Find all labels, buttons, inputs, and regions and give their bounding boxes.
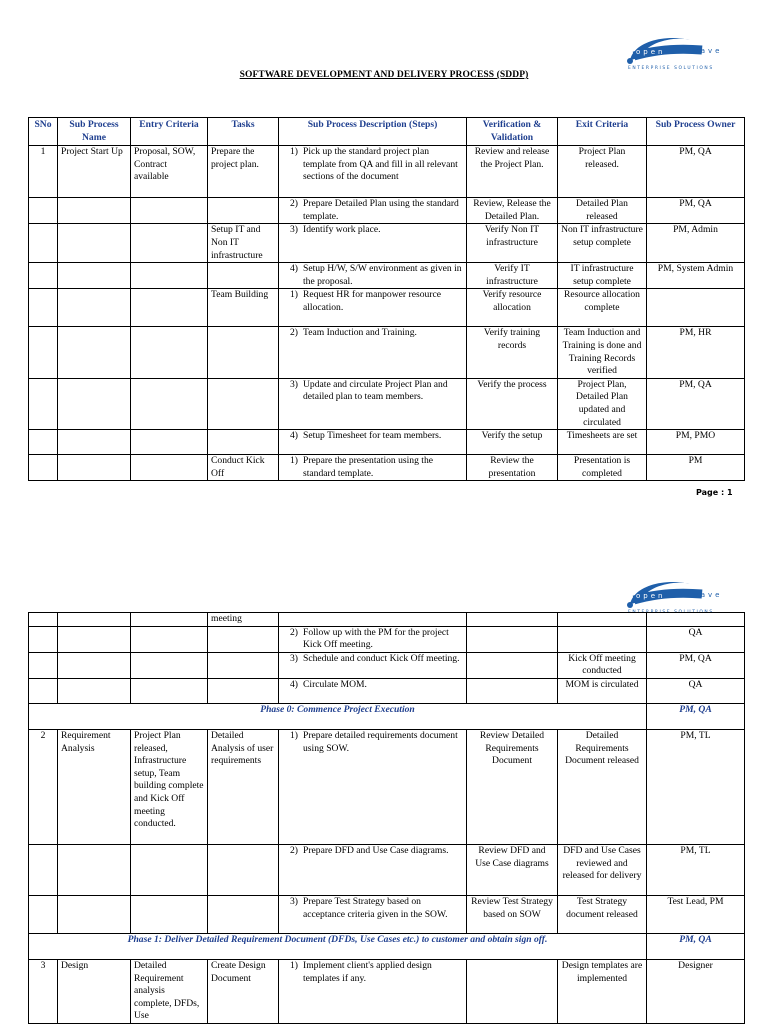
- logo-open-text: open: [636, 592, 666, 600]
- step-text: Prepare detailed requirements document using SOW.: [303, 729, 458, 754]
- cell-entry-criteria: [131, 844, 208, 895]
- cell-sub-process-name: [58, 289, 131, 327]
- step-number: 4): [290, 430, 298, 442]
- cell-sno: [29, 844, 58, 895]
- cell-sno: [29, 613, 58, 627]
- process-table-page1: [28, 117, 745, 481]
- cell-owner: Test Lead, PM: [647, 895, 745, 933]
- cell-task: [208, 263, 279, 289]
- company-logo: [624, 28, 734, 70]
- cell-exit-criteria: DFD and Use Cases reviewed and released for delivery: [558, 844, 647, 895]
- step-text: Pick up the standard project plan template from QA and fill in all relevant sections of the document: [303, 146, 458, 183]
- cell-verification: [467, 652, 558, 678]
- cell-owner: PM: [647, 455, 745, 481]
- logo-wave-text: wave: [692, 47, 723, 55]
- cell-exit-criteria: Non IT infrastructure setup complete: [558, 224, 647, 263]
- cell-sno: 1: [29, 146, 58, 198]
- step-number: 1): [290, 289, 298, 301]
- cell-step: [279, 378, 467, 429]
- step-text: Schedule and conduct Kick Off meeting.: [303, 652, 460, 664]
- cell-exit-criteria: Detailed Requirements Document released: [558, 729, 647, 844]
- cell-step: [279, 626, 467, 652]
- cell-exit-criteria: IT infrastructure setup complete: [558, 263, 647, 289]
- logo-tagline: ENTERPRISE SOLUTIONS: [628, 66, 714, 70]
- cell-owner: [647, 613, 745, 627]
- cell-exit-criteria: Project Plan, Detailed Plan updated and circulated: [558, 378, 647, 429]
- cell-entry-criteria: [131, 224, 208, 263]
- table-row: [29, 895, 745, 933]
- cell-exit-criteria: Timesheets are set: [558, 430, 647, 455]
- table-row: [29, 729, 745, 844]
- cell-entry-criteria: [131, 678, 208, 703]
- cell-entry-criteria: [131, 895, 208, 933]
- cell-step: [279, 613, 467, 627]
- step-text: Setup Timesheet for team members.: [303, 430, 442, 442]
- phase-0-owner: PM, QA: [647, 703, 745, 729]
- cell-entry-criteria: [131, 613, 208, 627]
- cell-verification: Review Detailed Requirements Document: [467, 729, 558, 844]
- cell-sub-process-name: [58, 378, 131, 429]
- cell-task: [208, 327, 279, 378]
- cell-sno: [29, 224, 58, 263]
- table-row: [29, 289, 745, 327]
- header-description: Sub Process Description (Steps): [279, 118, 467, 146]
- step-text: Prepare Test Strategy based on acceptance criteria given in the SOW.: [303, 895, 448, 920]
- cell-task: [208, 198, 279, 224]
- cell-sub-process-name: [58, 626, 131, 652]
- cell-owner: PM, HR: [647, 327, 745, 378]
- cell-verification: Review, Release the Detailed Plan.: [467, 198, 558, 224]
- cell-sno: [29, 378, 58, 429]
- cell-owner: PM, Admin: [647, 224, 745, 263]
- step-number: 3): [290, 652, 298, 664]
- cell-sub-process-name: [58, 895, 131, 933]
- cell-step: [279, 895, 467, 933]
- step-number: 3): [290, 378, 298, 390]
- cell-sub-process-name: [58, 652, 131, 678]
- cell-sub-process-name: [58, 430, 131, 455]
- header-sno: SNo: [29, 118, 58, 146]
- step-text: Prepare DFD and Use Case diagrams.: [303, 844, 449, 856]
- cell-sno: [29, 678, 58, 703]
- cell-verification: Verify the process: [467, 378, 558, 429]
- step-number: 1): [290, 455, 298, 467]
- header-tasks: Tasks: [208, 118, 279, 146]
- header-sub-process-name: Sub Process Name: [58, 118, 131, 146]
- table-row: [29, 844, 745, 895]
- cell-step: [279, 430, 467, 455]
- cell-task: [208, 652, 279, 678]
- step-text: Request HR for manpower resource allocation.: [303, 289, 441, 313]
- cell-step: [279, 146, 467, 198]
- step-number: 1): [290, 146, 298, 158]
- table-row: [29, 430, 745, 455]
- step-number: 2): [290, 198, 298, 210]
- cell-step: [279, 844, 467, 895]
- cell-verification: [467, 959, 558, 1023]
- cell-step: [279, 678, 467, 703]
- cell-owner: PM, PMO: [647, 430, 745, 455]
- cell-task: meeting: [208, 613, 279, 627]
- cell-task: Conduct Kick Off: [208, 455, 279, 481]
- cell-entry-criteria: [131, 263, 208, 289]
- phase-1-text: Phase 1: Deliver Detailed Requirement Document (DFDs, Use Cases etc.) to customer and obtain sign off.: [29, 933, 647, 959]
- cell-owner: PM, QA: [647, 378, 745, 429]
- step-text: Prepare the presentation using the standard template.: [303, 455, 434, 479]
- cell-sub-process-name: Design: [58, 959, 131, 1023]
- cell-task: [208, 678, 279, 703]
- document-title: SOFTWARE DEVELOPMENT AND DELIVERY PROCESS (SDDP): [239, 70, 529, 80]
- cell-verification: Verify training records: [467, 327, 558, 378]
- logo-wave-text: wave: [692, 591, 723, 599]
- cell-task: [208, 378, 279, 429]
- cell-step: [279, 455, 467, 481]
- step-text: Implement client's applied design templates if any.: [303, 959, 432, 984]
- table-header-row: [29, 118, 745, 146]
- cell-entry-criteria: [131, 626, 208, 652]
- step-text: Team Induction and Training.: [303, 327, 417, 339]
- cell-exit-criteria: Design templates are implemented: [558, 959, 647, 1023]
- table-row: [29, 613, 745, 627]
- cell-sub-process-name: [58, 678, 131, 703]
- step-number: 4): [290, 263, 298, 275]
- phase-1-owner: PM, QA: [647, 933, 745, 959]
- header-owner: Sub Process Owner: [647, 118, 745, 146]
- cell-task: Team Building: [208, 289, 279, 327]
- cell-entry-criteria: Detailed Requirement analysis complete, DFDs, Use: [131, 959, 208, 1023]
- cell-sub-process-name: [58, 198, 131, 224]
- table-row: [29, 959, 745, 1023]
- cell-step: [279, 263, 467, 289]
- cell-exit-criteria: MOM is circulated: [558, 678, 647, 703]
- step-text: Follow up with the PM for the project Kick Off meeting.: [303, 626, 449, 651]
- cell-owner: PM, QA: [647, 146, 745, 198]
- cell-entry-criteria: [131, 289, 208, 327]
- cell-sno: [29, 289, 58, 327]
- step-number: 1): [290, 959, 298, 971]
- table-row: [29, 455, 745, 481]
- phase-row: [29, 933, 745, 959]
- cell-exit-criteria: [558, 626, 647, 652]
- table-row: [29, 626, 745, 652]
- cell-sno: [29, 652, 58, 678]
- cell-owner: PM, TL: [647, 844, 745, 895]
- phase-row: [29, 703, 745, 729]
- cell-sub-process-name: [58, 263, 131, 289]
- cell-task: [208, 430, 279, 455]
- cell-entry-criteria: [131, 327, 208, 378]
- cell-entry-criteria: Proposal, SOW, Contract available: [131, 146, 208, 198]
- cell-exit-criteria: Team Induction and Training is done and Training Records verified: [558, 327, 647, 378]
- cell-sno: [29, 895, 58, 933]
- table-row: [29, 198, 745, 224]
- cell-sno: [29, 626, 58, 652]
- cell-verification: Verify IT infrastructure: [467, 263, 558, 289]
- table-row: [29, 652, 745, 678]
- cell-sub-process-name: [58, 327, 131, 378]
- cell-entry-criteria: Project Plan released, Infrastructure setup, Team building complete and Kick Off meeting conducted.: [131, 729, 208, 844]
- cell-verification: [467, 613, 558, 627]
- cell-sno: 2: [29, 729, 58, 844]
- cell-task: Create Design Document: [208, 959, 279, 1023]
- step-text: Circulate MOM.: [303, 678, 367, 690]
- cell-sub-process-name: [58, 455, 131, 481]
- cell-sub-process-name: [58, 613, 131, 627]
- step-number: 3): [290, 895, 298, 907]
- cell-verification: [467, 678, 558, 703]
- cell-sub-process-name: [58, 224, 131, 263]
- cell-step: [279, 959, 467, 1023]
- cell-step: [279, 327, 467, 378]
- cell-verification: Review Test Strategy based on SOW: [467, 895, 558, 933]
- cell-owner: QA: [647, 678, 745, 703]
- cell-task: Prepare the project plan.: [208, 146, 279, 198]
- cell-sno: [29, 327, 58, 378]
- cell-verification: Review the presentation: [467, 455, 558, 481]
- step-number: 1): [290, 729, 298, 741]
- cell-exit-criteria: Project Plan released.: [558, 146, 647, 198]
- cell-owner: PM, QA: [647, 198, 745, 224]
- table-row: [29, 263, 745, 289]
- company-logo-page2: [624, 572, 734, 614]
- cell-sub-process-name: Requirement Analysis: [58, 729, 131, 844]
- table-row: [29, 678, 745, 703]
- cell-owner: Designer: [647, 959, 745, 1023]
- cell-exit-criteria: Detailed Plan released: [558, 198, 647, 224]
- cell-entry-criteria: [131, 455, 208, 481]
- cell-step: [279, 198, 467, 224]
- cell-verification: Verify resource allocation: [467, 289, 558, 327]
- cell-owner: PM, QA: [647, 652, 745, 678]
- step-text: Identify work place.: [303, 224, 381, 236]
- cell-sub-process-name: [58, 844, 131, 895]
- step-number: 3): [290, 224, 298, 236]
- cell-task: Detailed Analysis of user requirements: [208, 729, 279, 844]
- logo-open-text: open: [636, 48, 666, 56]
- step-number: 2): [290, 327, 298, 339]
- step-text: Prepare Detailed Plan using the standard template.: [303, 198, 459, 222]
- cell-sno: [29, 198, 58, 224]
- cell-verification: Review and release the Project Plan.: [467, 146, 558, 198]
- cell-owner: PM, TL: [647, 729, 745, 844]
- cell-exit-criteria: [558, 613, 647, 627]
- cell-owner: QA: [647, 626, 745, 652]
- header-exit-criteria: Exit Criteria: [558, 118, 647, 146]
- cell-task: [208, 626, 279, 652]
- table-row: [29, 224, 745, 263]
- cell-step: [279, 729, 467, 844]
- cell-task: [208, 844, 279, 895]
- header-verification: Verification & Validation: [467, 118, 558, 146]
- cell-exit-criteria: Presentation is completed: [558, 455, 647, 481]
- cell-step: [279, 289, 467, 327]
- cell-exit-criteria: Kick Off meeting conducted: [558, 652, 647, 678]
- cell-step: [279, 224, 467, 263]
- cell-entry-criteria: [131, 378, 208, 429]
- cell-verification: Verify the setup: [467, 430, 558, 455]
- step-text: Setup H/W, S/W environment as given in the proposal.: [303, 263, 462, 287]
- cell-verification: Verify Non IT infrastructure: [467, 224, 558, 263]
- cell-owner: PM, System Admin: [647, 263, 745, 289]
- phase-0-text: Phase 0: Commence Project Execution: [29, 703, 647, 729]
- process-table-page2: [28, 612, 745, 1024]
- step-number: 2): [290, 844, 298, 856]
- cell-task: Setup IT and Non IT infrastructure: [208, 224, 279, 263]
- step-number: 4): [290, 678, 298, 690]
- cell-exit-criteria: Resource allocation complete: [558, 289, 647, 327]
- cell-exit-criteria: Test Strategy document released: [558, 895, 647, 933]
- table-row: [29, 327, 745, 378]
- cell-sno: [29, 263, 58, 289]
- table-row: [29, 378, 745, 429]
- cell-entry-criteria: [131, 652, 208, 678]
- cell-entry-criteria: [131, 198, 208, 224]
- step-number: 2): [290, 626, 298, 638]
- cell-task: [208, 895, 279, 933]
- cell-step: [279, 652, 467, 678]
- cell-entry-criteria: [131, 430, 208, 455]
- cell-verification: Review DFD and Use Case diagrams: [467, 844, 558, 895]
- logo-tagline: ENTERPRISE SOLUTIONS: [628, 610, 714, 614]
- table-row: [29, 146, 745, 198]
- cell-sno: 3: [29, 959, 58, 1023]
- cell-sub-process-name: Project Start Up: [58, 146, 131, 198]
- header-entry-criteria: Entry Criteria: [131, 118, 208, 146]
- cell-sno: [29, 455, 58, 481]
- cell-sno: [29, 430, 58, 455]
- cell-verification: [467, 626, 558, 652]
- page-number: Page : 1: [696, 488, 733, 497]
- cell-owner: [647, 289, 745, 327]
- step-text: Update and circulate Project Plan and detailed plan to team members.: [303, 378, 448, 403]
